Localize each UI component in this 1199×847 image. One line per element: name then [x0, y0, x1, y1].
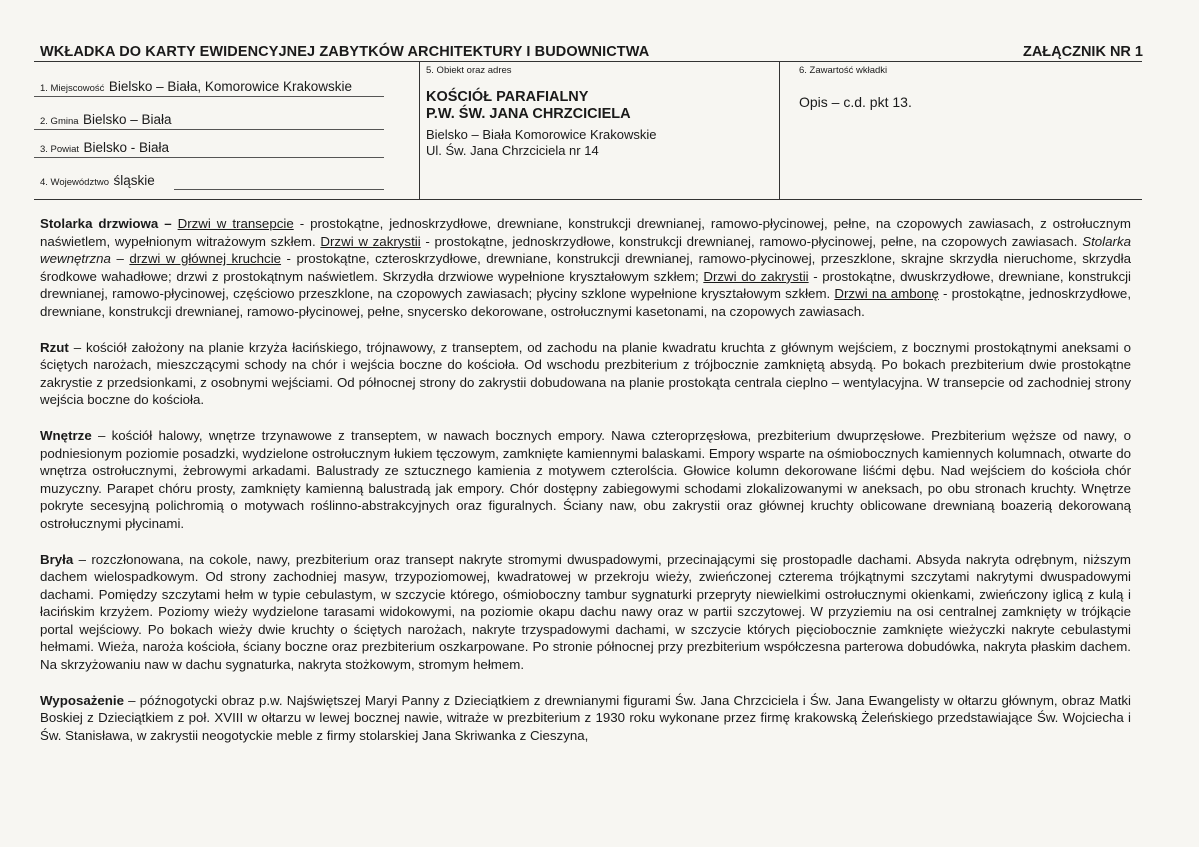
contents-value: Opis – c.d. pkt 13.: [799, 94, 912, 110]
underlined-term: Drzwi na ambonę: [834, 286, 939, 302]
section-interior: [40, 427, 1131, 533]
section-heading: Wyposażenie: [40, 692, 124, 708]
section-text: – kościół założony na planie krzyża łacińskiego, trójnawowy, z transeptem, od zachodu na planie kwadratu kruchta z głównym wejściem, z bocznymi prostokątnymi aneksami o ściętych narożach, mieszczącymi schody na chór i wejścia boczne do kościoła. Od wschodu prezbiterium z trójbocznie zamkniętą absydą. Po bokach prezbiterium dwie prostokątne zakrystie z przedsionkami, z osobnymi wejściami. Od północnej strony do zakrystii dobudowana na planie prostokąta centrala cieplno – wentylacyjna. W transepcie od zachodniej strony wejścia boczne do kościoła.: [40, 339, 1131, 408]
section-text: - prostokątne, jednoskrzydłowe, drewniane, konstrukcji drewnianej, ramowo-płycinowej, pełne, snycersko dekorowane, ostrołucznymi kasetonami, na czopowych zawiasach.: [40, 286, 1132, 319]
locality-value: Bielsko – Biała, Komorowice Krakowskie: [108, 79, 352, 94]
column-divider: [779, 62, 780, 199]
underlined-term: Drzwi w zakrystii: [320, 233, 421, 249]
commune-field: [40, 111, 416, 129]
underlined-term: Drzwi w transepcie: [177, 216, 294, 231]
district-value: Bielsko - Biała: [83, 140, 170, 155]
annex-label: ZAŁĄCZNIK NR 1: [1022, 44, 1143, 60]
section-text: - prostokątne, dwuskrzydłowe, drewniane, konstrukcji drewnianej, ramowo-płycinowej, częściowo przeszklone, na czopowych zawiasach; płyciny szklone wypełnione kryształowym szkłem.: [40, 268, 1131, 302]
description-body: [40, 215, 1131, 762]
object-address-line: Bielsko – Biała Komorowice Krakowskie: [426, 127, 657, 142]
italic-term: Stolarka wewnętrzna –: [40, 233, 1131, 267]
section-text: - prostokątne, jednoskrzydłowe, konstrukcji drewnianej, ramowo-płycinowej, pełne, na czopowych zawiasach.: [420, 233, 1083, 249]
object-name-line: P.W. ŚW. JANA CHRZCICIELA: [426, 106, 631, 122]
section-furnishings: [40, 692, 1131, 745]
field-rule: [34, 157, 384, 158]
section-heading: Rzut: [40, 339, 69, 355]
commune-value: Bielsko – Biała: [83, 112, 172, 127]
section-text: – kościół halowy, wnętrze trzynawowe z transeptem, w nawach bocznych empory. Nawa czteroprzęsłowa, prezbiterium dwuprzęsłowe. Prezbiterium węższe od nawy, o podniesionym poziomie posadzki, wydzielone ostrołucznym łukiem tęczowym, zamknięte kamiennymi balaskami. Empory wsparte na ośmiobocznych kamiennych kolumnach, otwarte do wnętrza ostrołucznymi, żebrowymi arkadami. Balustrady ze sztucznego kamienia z motywem czterolścia. Głowice kolumn dekorowane liśćmi dębu. Nad wejściem do kościoła chór muzyczny. Parapet chóru prosty, zamknięty kamienną balustradą jak empory. Chór dostępny zabiegowymi schodami zlokalizowanymi w aneksach, po obu stronach kruchty. Wnętrze pokryte secesyjną polichromią o motywach roślinno-abstrakcyjnych oraz figuralnych. Ściany naw, obu zakrystii oraz głównej kruchty oblicowane drewnianą boazerią dekorowaną ostrołucznymi płycinami.: [40, 427, 1131, 531]
district-field: [40, 139, 416, 157]
contents-label: 6. Zawartość wkładki: [799, 65, 888, 76]
section-heading: Stolarka drzwiowa –: [40, 216, 172, 231]
header-grid: [34, 61, 1142, 200]
field-rule: [174, 189, 384, 190]
field-rule: [34, 96, 384, 97]
section-text: - prostokątne, czteroskrzydłowe, drewniane, konstrukcji drewnianej, ramowo-płycinowej, przeszklone, skrajne skrzydła nieruchome, skrzydła środkowe wahadłowe; drzwi z prostokątnym naświetlem. Skrzydła drzwiowe wypełnione kryształowym szkłem;: [40, 251, 1131, 284]
section-text: – rozczłonowana, na cokole, nawy, prezbiterium oraz transept nakryte stromymi dwuspadowymi, przecinającymi się prostopadle dachami. Absyda nakryta odrębnym, niższym dachem wielospadkowym. Od strony zachodniej masyw, trzypoziomowej, kwadratowej w przekroju wieży, zwieńczonej czterema trójkątnymi szczytami nakrytymi dwuspadowymi dachami. Pomiędzy szczytami hełm w typie cebulastym, w szczycie którego, ośmioboczny tambur sygnaturki przeprуty niewielkimi ostrołucznymi okienkami, zwieńczony iglicą z kulą i łacińskim krzyżem. Poziomy wieży wydzielone tarasami widokowymi, na poziomie okapu dachu nawy oraz w partii szczytowej. W przyziemiu na osi centralnej zamknięty w trójkącie portal wejściowy. Po bokach wieży dwie kruchty o ściętych narożach, nakryte trzyspadowymi dachami, w szczycie których pięciobocznie zamknięte wieżyczki nakryte cebulastymi hełmami. Wieża, naroża kościoła, ściany boczne oraz prezbiterium oszkarpowane. Po stronie północnej przy prezbiterium współczesna parterowa dobudówka, nakryta płaskim dachem. Na skrzyżowaniu naw w dachu sygnaturka, nakryta stożkowym, stromym hełmem.: [40, 551, 1131, 673]
section-plan: [40, 339, 1131, 409]
object-address: [426, 127, 656, 159]
commune-label: 2. Gmina: [40, 116, 79, 127]
object-label: 5. Obiekt oraz adres: [426, 65, 512, 76]
column-divider: [419, 62, 420, 199]
object-address-line: Ul. Św. Jana Chrzciciela nr 14: [426, 143, 599, 158]
section-heading: Wnętrze: [40, 427, 92, 443]
locality-label: 1. Miejscowość: [40, 83, 105, 94]
locality-field: [40, 78, 416, 96]
object-name-line: KOŚCIÓŁ PARAFIALNY: [426, 89, 589, 105]
voivodeship-field: [40, 172, 416, 190]
object-name: [426, 89, 631, 123]
district-label: 3. Powiat: [40, 144, 80, 155]
field-rule: [34, 129, 384, 130]
section-text: - prostokątne, jednoskrzydłowe, drewniane, konstrukcji drewnianej, ramowo-płycinowej, pełne, na czopowych zawiasach, z ostrołucznym naświetlem, wypełnionym witrażowym szkłem.: [40, 216, 1132, 249]
section-joinery: [40, 215, 1131, 321]
section-text: – późnogotycki obraz p.w. Najświętszej Maryi Panny z Dzieciątkiem z drewnianymi figurami Św. Jana Chrzciciela i Św. Jana Ewangelisty w ołtarzu głównym, obraz Matki Boskiej z Dzieciątkiem z poł. XVIII w ołtarzu w lewej bocznej nawie, witraże w prezbiterium z 1930 roku wykonane przez firmę krakowską Żeleńskiego przedstawiające Św. Wojciecha i Św. Stanisława, w zakrystii neogotyckie meble z firmy stolarskiej Jana Skriwanka z Cieszyna,: [40, 692, 1131, 743]
card-title: WKŁADKA DO KARTY EWIDENCYJNEJ ZABYTKÓW ARCHITEKTURY I BUDOWNICTWA: [40, 44, 650, 60]
underlined-term: drzwi w głównej kruchcie: [129, 251, 282, 267]
voivodeship-label: 4. Województwo: [40, 177, 109, 188]
voivodeship-value: śląskie: [113, 173, 155, 188]
section-massing: [40, 551, 1131, 674]
section-heading: Bryła: [40, 551, 74, 567]
underlined-term: Drzwi do zakrystii: [703, 268, 809, 284]
